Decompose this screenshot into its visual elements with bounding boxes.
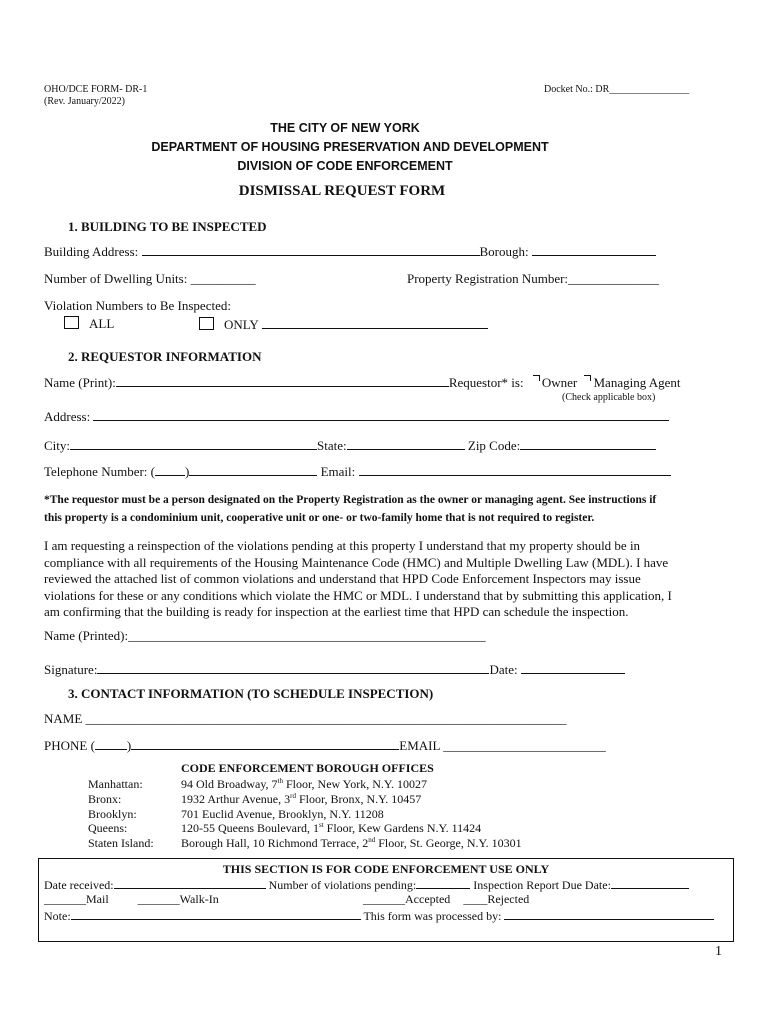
phone-input[interactable] <box>189 463 317 476</box>
only-violations-input[interactable] <box>262 316 488 329</box>
name-printed-input[interactable]: _______________________________________________________ <box>128 628 486 643</box>
office-row: Queens: 120-55 Queens Boulevard, 1st Floor, Kew Gardens N.Y. 11424 <box>88 821 482 836</box>
offices-heading: CODE ENFORCEMENT BOROUGH OFFICES <box>181 761 434 775</box>
only-checkbox[interactable] <box>199 317 214 330</box>
office-use-heading: THIS SECTION IS FOR CODE ENFORCEMENT USE ONLY <box>222 862 550 876</box>
section3-heading: 3. CONTACT INFORMATION (TO SCHEDULE INSPECTION) <box>68 686 434 701</box>
name-printed-row: Name (Printed):_______________________________________________________ <box>44 628 486 643</box>
page-number: 1 <box>715 944 722 959</box>
dwelling-units-input[interactable]: __________ <box>190 271 256 286</box>
building-address-row: Building Address: Borough: <box>44 243 656 260</box>
city-row: City: State: Zip Code: <box>44 437 656 454</box>
requestor-note-line1: *The requestor must be a person designated on the Property Registration as the owner or managing agent. See instructions if <box>44 494 657 506</box>
statement: I am requesting a reinspection of the violations pending at this property I understand that my property should be in compliance with all requirements of the Housing Maintenance Code (HMC) and Multiple Dwelling Law (MDL). I have reviewed the attached list of common violations and understand that HPD Code Enforcement Inspectors may issue violations for these or any conditions which violate the HMC or MDL. I understand that by submitting this application, I am confirming that the building is ready for inspection at the earliest time that HPD can schedule the inspection. <box>44 538 672 619</box>
requestor-name-row: Name (Print): Requestor* is: Owner Managing Agent <box>44 375 681 390</box>
requestor-name-input[interactable] <box>116 374 449 387</box>
area-code-input[interactable] <box>155 463 185 476</box>
section2-heading: 2. REQUESTOR INFORMATION <box>68 349 262 364</box>
all-checkbox[interactable] <box>64 316 79 329</box>
requestor-note-line2: this property is a condominium unit, cooperative unit or one- or two-family home that is not required to register. <box>44 512 595 524</box>
form-title: DISMISSAL REQUEST FORM <box>238 183 446 199</box>
contact-phone-input[interactable] <box>131 737 399 750</box>
form-id: OHO/DCE FORM- DR-1 <box>44 84 148 95</box>
report-due-input[interactable] <box>611 877 689 889</box>
signature-row: Signature: Date: <box>44 661 625 678</box>
docket-input[interactable]: ________________ <box>609 84 690 95</box>
owner-checkbox[interactable] <box>533 375 540 381</box>
address-row: Address: <box>44 408 669 425</box>
processed-by-input[interactable] <box>504 908 714 920</box>
date-input[interactable] <box>521 661 625 674</box>
mail-input[interactable]: _______ <box>44 892 86 906</box>
section1-heading: 1. BUILDING TO BE INSPECTED <box>68 219 267 234</box>
signature-input[interactable] <box>97 661 489 674</box>
building-address-input[interactable] <box>142 243 480 256</box>
contact-name-row: NAME __________________________________________________________________________ <box>44 711 567 726</box>
office-row: Staten Island: Borough Hall, 10 Richmond Terrace, 2nd Floor, St. George, N.Y. 10301 <box>88 836 522 851</box>
contact-area-code-input[interactable] <box>95 737 127 750</box>
prop-reg-row: Property Registration Number:______________ <box>407 271 660 286</box>
phone-row: Telephone Number: ( ) Email: <box>44 463 671 480</box>
form-revision: (Rev. January/2022) <box>44 96 125 107</box>
accepted-input[interactable]: _______ <box>363 892 405 906</box>
office-row: Brooklyn: 701 Euclid Avenue, Brooklyn, N.Y. 11208 <box>88 806 384 821</box>
office-row: Bronx: 1932 Arthur Avenue, 3rd Floor, Bronx, N.Y. 10457 <box>88 791 422 806</box>
rejected-input[interactable]: ____ <box>463 892 488 906</box>
contact-email-input[interactable]: _________________________ <box>443 738 606 753</box>
walkin-input[interactable]: _______ <box>137 892 180 906</box>
contact-name-input[interactable]: __________________________________________________________________________ <box>85 711 567 726</box>
agency-line1: THE CITY OF NEW YORK <box>270 121 420 135</box>
office-row: Manhattan: 94 Old Broadway, 7th Floor, New York, N.Y. 10027 <box>88 777 427 791</box>
dwelling-units-row: Number of Dwelling Units: __________ <box>44 271 256 286</box>
office-row2-right: _______Accepted ____Rejected <box>363 892 530 906</box>
address-input[interactable] <box>93 408 669 421</box>
note-input[interactable] <box>71 908 361 920</box>
docket-number: Docket No.: DR________________ <box>544 84 690 95</box>
agency-line3: DIVISION OF CODE ENFORCEMENT <box>237 159 453 173</box>
borough-input[interactable] <box>532 243 656 256</box>
contact-phone-row: PHONE ( ) EMAIL _________________________ <box>44 738 606 753</box>
check-note: (Check applicable box) <box>562 392 656 403</box>
office-row3: Note: This form was processed by: <box>44 908 714 924</box>
date-received-input[interactable] <box>114 877 266 889</box>
office-row2: _______Mail _______Walk-In <box>44 892 219 906</box>
agency-line2: DEPARTMENT OF HOUSING PRESERVATION AND DEVELOPMENT <box>151 140 549 154</box>
zip-input[interactable] <box>520 437 656 450</box>
violations-pending-input[interactable] <box>416 877 470 889</box>
all-option: ALL <box>64 316 114 332</box>
office-row1: Date received: Number of violations pending: Inspection Report Due Date: <box>44 877 689 893</box>
only-option: ONLY <box>199 316 488 333</box>
violations-label: Violation Numbers to Be Inspected: <box>44 298 231 313</box>
state-input[interactable] <box>347 437 465 450</box>
email-input[interactable] <box>359 463 671 476</box>
agent-checkbox[interactable] <box>584 375 591 381</box>
city-input[interactable] <box>70 437 317 450</box>
offices-table <box>88 777 522 851</box>
prop-reg-input[interactable]: ______________ <box>568 271 660 286</box>
